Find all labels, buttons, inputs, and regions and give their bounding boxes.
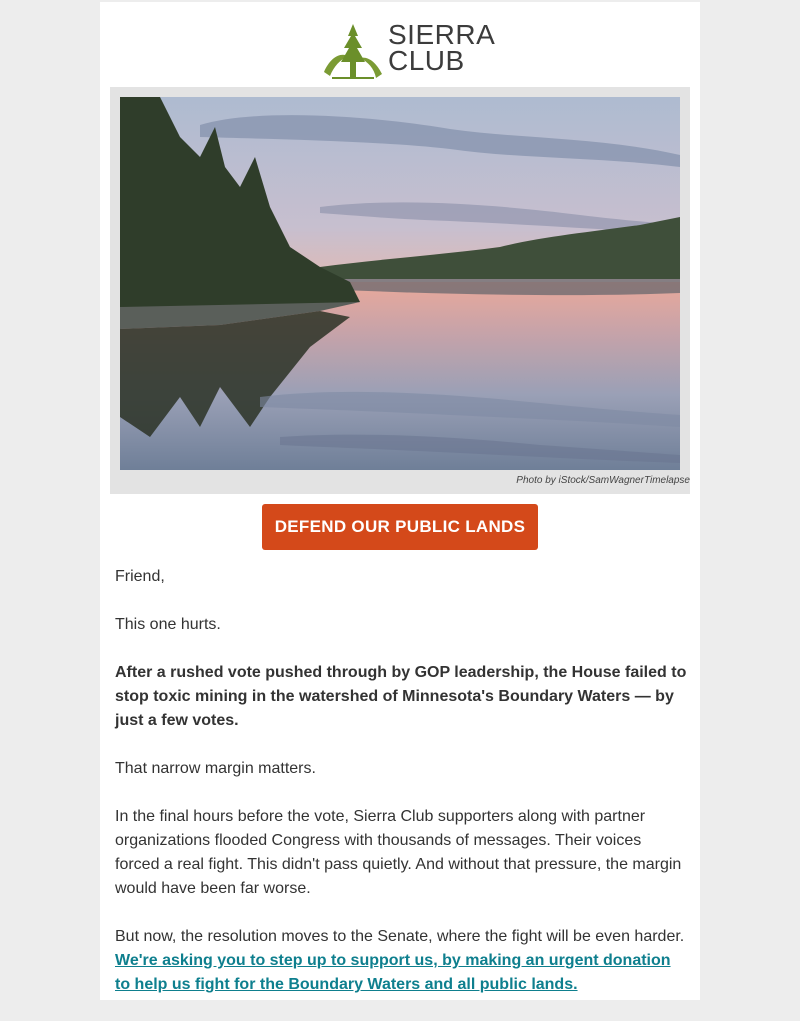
defend-public-lands-button[interactable]: DEFEND OUR PUBLIC LANDS — [262, 504, 538, 550]
tree-mountain-logo-icon — [322, 22, 384, 80]
paragraph-5: But now, the resolution moves to the Senate, where the fight will be even harder. — [115, 928, 685, 945]
paragraph-3: That narrow margin matters. — [115, 760, 316, 777]
lake-sunset-photo[interactable] — [120, 97, 680, 470]
paragraph-1: This one hurts. — [115, 616, 221, 633]
sierra-club-logo[interactable] — [322, 19, 496, 82]
paragraph-2-bold: After a rushed vote pushed through by GOP leadership, the House failed to stop toxic mining in the watershed of Minnesota's Boundary Waters — by just a few votes. — [115, 664, 687, 729]
logo-wordmark — [388, 19, 496, 76]
logo-line-2: CLUB — [388, 45, 465, 76]
hero-photo-frame — [110, 87, 690, 494]
email-container — [100, 2, 700, 1000]
email-body — [115, 565, 690, 1021]
photo-credit: Photo by iStock/SamWagnerTimelapse — [516, 475, 690, 486]
donation-link[interactable]: We're asking you to step up to support us, by making an urgent donation to help us fight for the Boundary Waters and all public lands. — [115, 952, 671, 993]
logo-line-1: SIERRA — [388, 19, 496, 50]
greeting: Friend, — [115, 568, 165, 585]
paragraph-4: In the final hours before the vote, Sierra Club supporters along with partner organizations flooded Congress with thousands of messages. Their voices forced a real fight. This didn't pass quietly. And without that pressure, the margin would have been far worse. — [115, 808, 682, 897]
